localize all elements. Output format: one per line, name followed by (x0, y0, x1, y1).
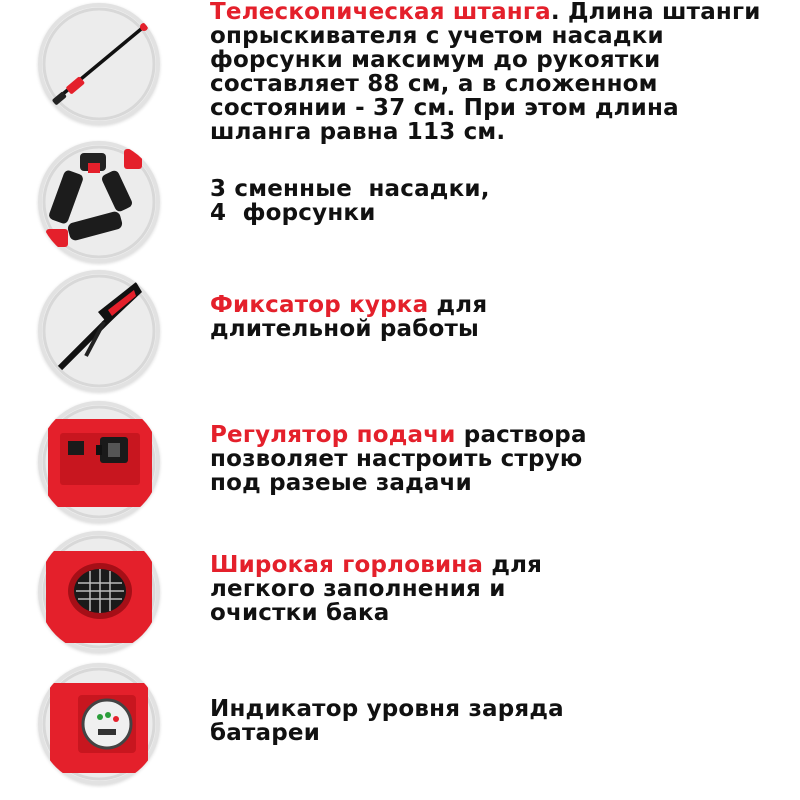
wide-neck-icon (38, 531, 160, 653)
telescopic-wand-icon (38, 3, 160, 125)
feature-text: Широкая горловина для легкого заполнения и очистки бака (210, 552, 543, 626)
feature-highlight: Телескопическая штанга (210, 0, 551, 25)
feature-text: Индикатор уровня заряда батареи (210, 696, 564, 746)
feature-text: Телескопическая штанга. Длина штанги опрыскивателя с учетом насадки форсунки максимум до рукоятки составляет 88 см, а в сложенном состоянии - 37 см. При этом длина шланга равна 113 см. (210, 0, 761, 145)
feature-highlight: Регулятор подачи (210, 422, 456, 448)
feature-text: Фиксатор курка для длительной работы (210, 292, 488, 342)
flow-regulator-icon (38, 401, 160, 523)
feature-highlight: Широкая горловина (210, 552, 484, 578)
feature-text: 3 сменные насадки, 4 форсунки (210, 176, 490, 226)
trigger-lock-icon (38, 270, 160, 392)
feature-highlight: Фиксатор курка (210, 292, 429, 318)
nozzles-icon (38, 141, 160, 263)
battery-indicator-icon (38, 663, 160, 785)
feature-text: Регулятор подачи раствора позволяет настроить струю под разеые задачи (210, 422, 587, 496)
